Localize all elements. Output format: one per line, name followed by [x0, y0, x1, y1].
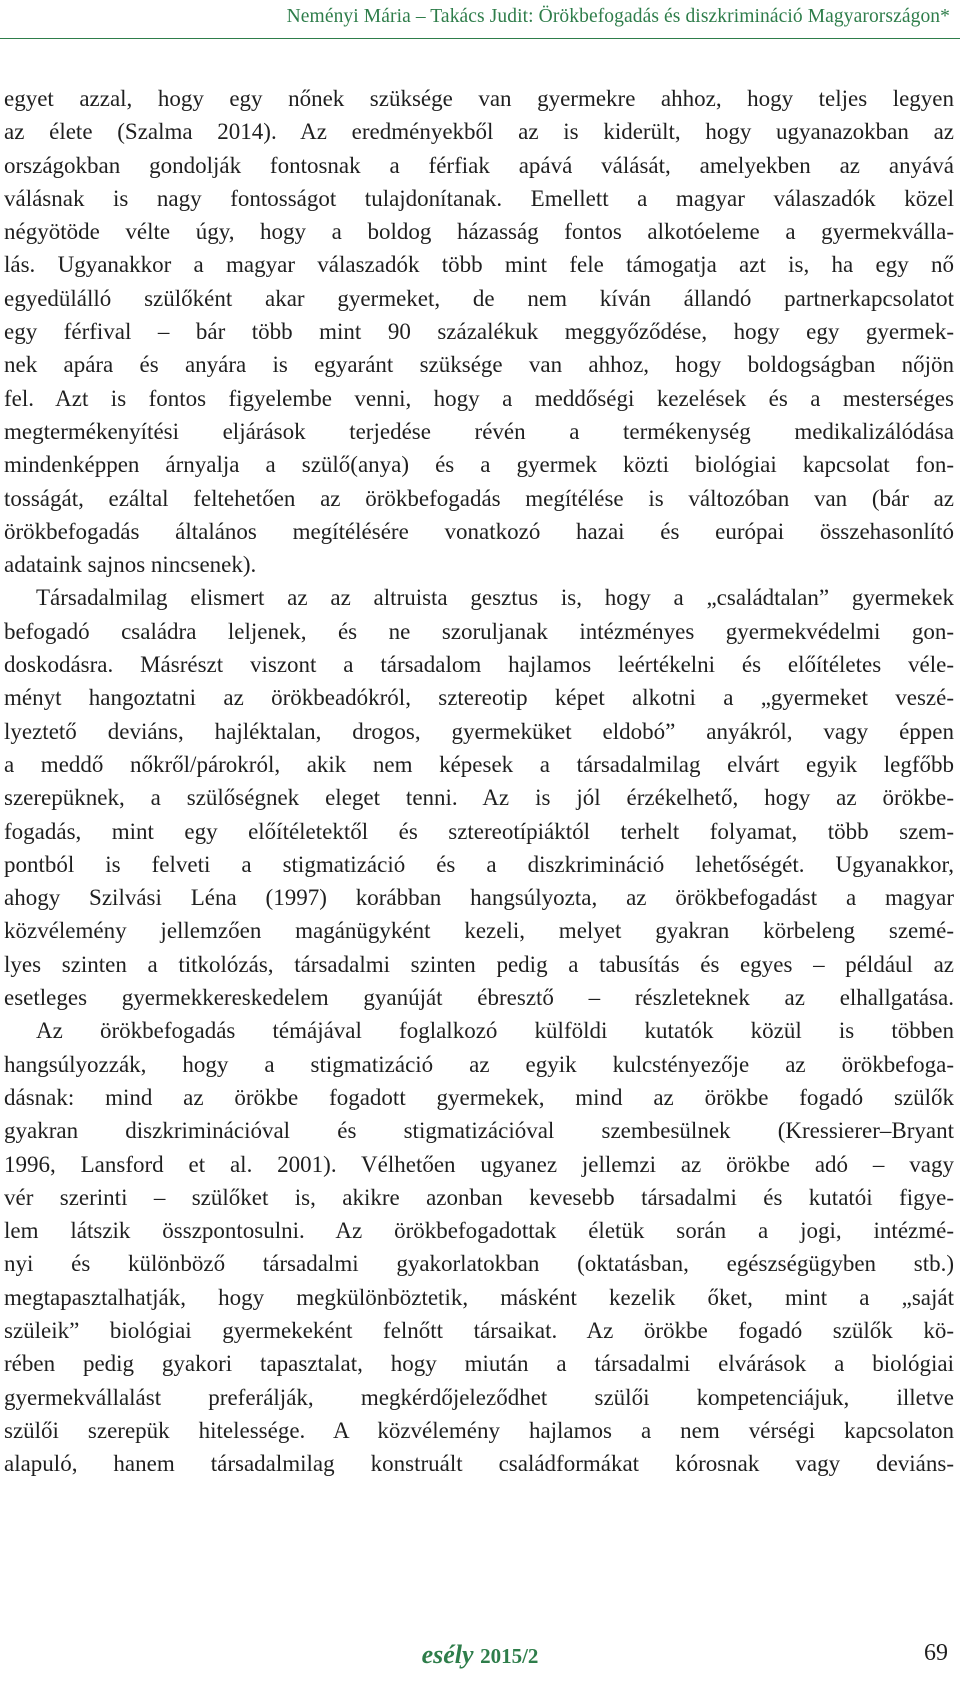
text-line: nyi és különböző társadalmi gyakorlatokban (oktatásban, egészségügyben stb.): [4, 1251, 954, 1277]
text-line: lyeztető deviáns, hajléktalan, drogos, gyermeküket eldobó” anyákról, vagy éppen: [4, 718, 954, 744]
running-head: [287, 6, 950, 28]
header-rule: [0, 38, 960, 39]
journal-mark: [0, 1640, 960, 1670]
text-line: ményt hangoztatni az örökbeadókról, sztereotip képet alkotni a „gyermeket veszé-: [4, 685, 954, 711]
text-line: lás. Ugyanakkor a magyar válaszadók több mint fele támogatja azt is, ha egy nő: [4, 252, 954, 278]
text-line: dásnak: mind az örökbe fogadott gyermekek, mind az örökbe fogadó szülők: [4, 1084, 954, 1110]
page-number: 69: [924, 1640, 948, 1666]
text-line: szülői szerepük hitelessége. A közvélemény hajlamos a nem vérségi kapcsolaton: [4, 1417, 954, 1443]
running-head-title: Neményi Mária – Takács Judit: Örökbefogadás és diszkrimináció Magyarországon*: [286, 6, 950, 27]
text-line: gyakran diszkriminációval és stigmatizációval szembesülnek (Kressierer–Bryant: [4, 1118, 954, 1144]
text-line: szüleik” biológiai gyermekeként felnőtt társaikat. Az örökbe fogadó szülők kö-: [4, 1317, 954, 1343]
journal-issue: 2015/2: [480, 1644, 539, 1668]
text-line: vér szerinti – szülőket is, akikre azonban kevesebb társadalmi és kutatói figye-: [4, 1184, 954, 1210]
text-line: szerepüknek, a szülőségnek eleget tenni. Az is jól érzékelhető, hogy az örökbe-: [4, 785, 954, 811]
text-line: lyes szinten a titkolózás, társadalmi szinten pedig a tabusítás és egyes – például az: [4, 951, 954, 977]
text-line: a meddő nőkről/párokról, akik nem képesek a társadalmilag elvárt egyik legfőbb: [4, 751, 954, 777]
text-line: tosságát, ezáltal feltehetően az örökbefogadás megítélése is változóban van (bár az: [4, 485, 954, 511]
text-line: közvélemény jellemzően magánügyként kezeli, melyet gyakran körbeleng szemé-: [4, 918, 954, 944]
text-line: országokban gondolják fontosnak a férfiak apává válását, amelyekben az anyává: [4, 152, 954, 178]
text-line: fel. Azt is fontos figyelembe venni, hogy a meddőségi kezelések és a mesterséges: [4, 385, 954, 411]
text-line: Társadalmilag elismert az az altruista gesztus is, hogy a „családtalan” gyermekek: [36, 585, 954, 611]
text-line: lem látszik összpontosulni. Az örökbefogadottak életük során a jogi, intézmé-: [4, 1218, 954, 1244]
page-footer: [0, 1640, 960, 1680]
journal-name: esély: [421, 1640, 474, 1669]
text-line: megtermékenyítési eljárások terjedése révén a termékenység medikalizálódása: [4, 418, 954, 444]
text-line: egyedülálló szülőként akar gyermeket, de nem kíván állandó partnerkapcsolatot: [4, 285, 954, 311]
text-line: ahogy Szilvási Léna (1997) korábban hangsúlyozta, az örökbefogadást a magyar: [4, 885, 954, 911]
text-line: válásnak is nagy fontosságot tulajdonítanak. Emellett a magyar válaszadók közel: [4, 185, 954, 211]
text-line: pontból is felveti a stigmatizáció és a diszkrimináció lehetőségét. Ugyanakkor,: [4, 851, 954, 877]
text-line: adataink sajnos nincsenek).: [4, 552, 257, 578]
text-line: mindenképpen árnyalja a szülő(anya) és a gyermek közti biológiai kapcsolat fon-: [4, 452, 954, 478]
text-line: egyet azzal, hogy egy nőnek szüksége van gyermekre ahhoz, hogy teljes legyen: [4, 86, 954, 111]
text-line: örökbefogadás általános megítélésére vonatkozó hazai és európai összehasonlító: [4, 518, 954, 544]
text-line: fogadás, mint egy előítéletektől és sztereotípiáktól terhelt folyamat, több szem-: [4, 818, 954, 844]
text-line: megtapasztalhatják, hogy megkülönböztetik, másként kezelik őket, mint a „saját: [4, 1284, 954, 1310]
text-line: hangsúlyozzák, hogy a stigmatizáció az egyik kulcstényezője az örökbefoga-: [4, 1051, 954, 1077]
text-line: nek apára és anyára is egyaránt szüksége van ahhoz, hogy boldogságban nőjön: [4, 352, 954, 378]
text-line: esetleges gyermekkereskedelem gyanúját ébresztő – részleteknek az elhallgatása.: [4, 985, 954, 1011]
body-text: [4, 82, 954, 1480]
text-line: négyötöde vélte úgy, hogy a boldog házasság fontos alkotóeleme a gyermekválla-: [4, 219, 954, 245]
text-line: egy férfival – bár több mint 90 százalékuk meggyőződése, hogy egy gyermek-: [4, 319, 954, 345]
text-line: 1996, Lansford et al. 2001). Vélhetően ugyanez jellemzi az örökbe adó – vagy: [4, 1151, 954, 1177]
text-line: doskodásra. Másrészt viszont a társadalom hajlamos leértékelni és előítéletes véle-: [4, 652, 954, 678]
text-line: az élete (Szalma 2014). Az eredményekből az is kiderült, hogy ugyanazokban az: [4, 119, 954, 145]
text-line: befogadó családra leljenek, és ne szoruljanak intézményes gyermekvédelmi gon-: [4, 618, 954, 644]
text-line: gyermekvállalást preferálják, megkérdőjeleződhet szülői kompetenciájuk, illetve: [4, 1384, 954, 1410]
text-line: alapuló, hanem társadalmilag konstruált családformákat kórosnak vagy deviáns-: [4, 1451, 954, 1477]
text-line: Az örökbefogadás témájával foglalkozó külföldi kutatók közül is többen: [36, 1018, 954, 1044]
text-line: rében pedig gyakori tapasztalat, hogy miután a társadalmi elvárások a biológiai: [4, 1351, 954, 1377]
